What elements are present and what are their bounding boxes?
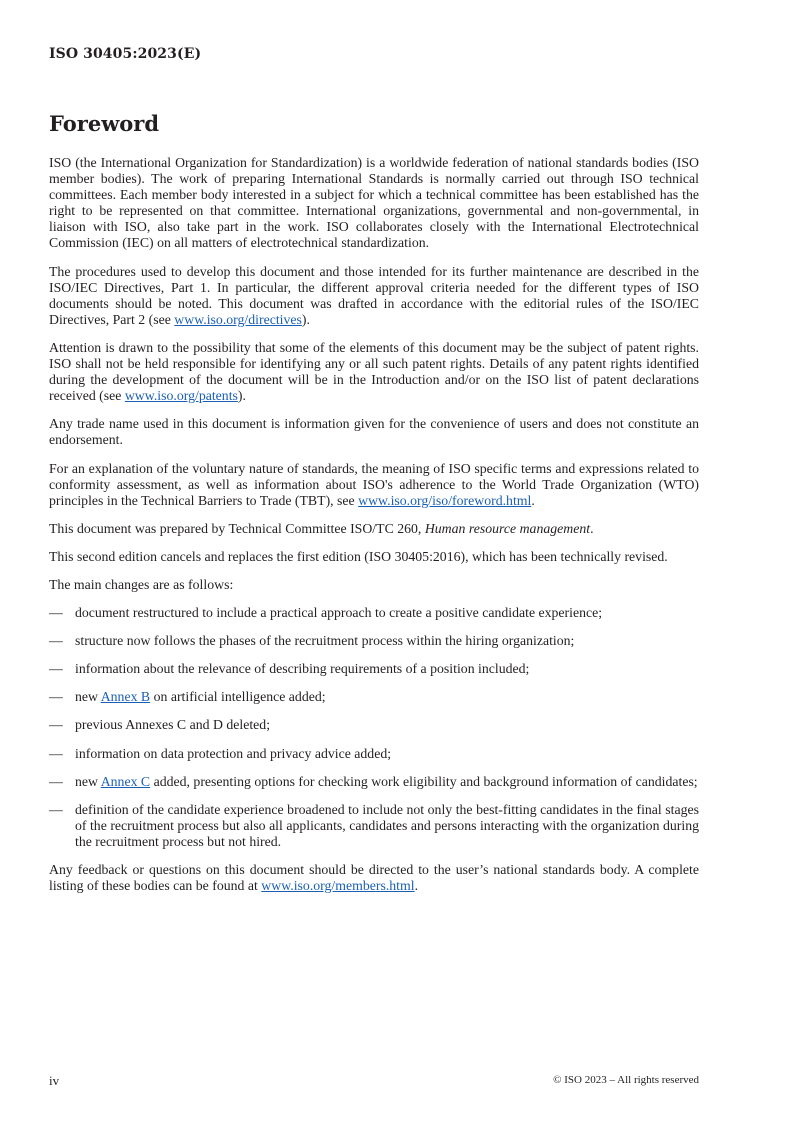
list-dash: — — [49, 801, 63, 817]
list-item — [49, 605, 699, 621]
list-item-text: information on data protection and privacy advice added; — [75, 745, 392, 761]
annex-c-link[interactable]: Annex C — [100, 773, 151, 789]
list-dash: — — [49, 661, 63, 677]
page-number: iv — [49, 1073, 60, 1088]
page-title: Foreword — [49, 111, 160, 136]
foreword-body — [49, 155, 699, 906]
list-item-text-part: added, presenting options for checking work eligibility and background information of candidates; — [150, 773, 698, 789]
list-item-text: definition of the candidate experience broadened to include not only the best-fitting candidates in the final stages of the recruitment process but also all applicants, candidates and persons interacting with the organization during the recruitment process but not hired. — [75, 801, 699, 849]
list-item — [49, 774, 699, 790]
paragraph-text: Attention is drawn to the possibility that some of the elements of this document may be the subject of patent rights. ISO shall not be held responsible for identifying any or all such patent rights. Details of any patent rights identified during the development of the document will be in the Introduction and/or on the ISO list of patent declarations received (see — [49, 339, 699, 404]
paragraph-patents — [49, 340, 699, 404]
paragraph-text: The procedures used to develop this document and those intended for its further maintenance are described in the ISO/IEC Directives, Part 1. In particular, the different approval criteria needed for the different types of ISO documents should be noted. This document was drafted in accordance with the editorial rules of the ISO/IEC Directives, Part 2 (see — [49, 263, 699, 327]
paragraph-voluntary-nature — [49, 461, 699, 509]
list-item-text: previous Annexes C and D deleted; — [75, 717, 271, 733]
list-item-text: structure now follows the phases of the recruitment process within the hiring organization; — [75, 633, 575, 649]
list-item-text — [75, 689, 699, 705]
paragraph-text: For an explanation of the voluntary nature of standards, the meaning of ISO specific terms and expressions related to conformity assessment, as well as information about ISO's adherence to the World Trade Organization (WTO) principles in the Technical Barriers to Trade (TBT), see — [49, 460, 699, 508]
list-dash: — — [49, 633, 63, 649]
paragraph-committee — [49, 521, 699, 537]
paragraph-text: . — [414, 878, 419, 894]
annex-b-link[interactable]: Annex B — [100, 689, 151, 705]
list-item-text-part: on artificial intelligence added; — [150, 689, 326, 705]
paragraph-text: Any feedback or questions on this document should be directed to the user’s national standards body. A complete listing of these bodies can be found at — [49, 862, 699, 894]
list-item — [49, 661, 699, 677]
list-dash: — — [49, 605, 63, 621]
list-item-text: document restructured to include a practical approach to create a positive candidate experience; — [75, 605, 603, 621]
list-item-text — [75, 774, 699, 790]
list-dash: — — [49, 745, 63, 761]
list-dash: — — [49, 689, 63, 705]
list-item-text-part: new — [75, 773, 101, 789]
list-item — [49, 802, 699, 850]
paragraph-text: ). — [301, 311, 310, 327]
list-item — [49, 633, 699, 649]
list-item — [49, 717, 699, 733]
paragraph-procedures — [49, 264, 699, 328]
members-link[interactable]: www.iso.org/members.html — [261, 878, 415, 894]
copyright-notice: © ISO 2023 – All rights reserved — [553, 1074, 699, 1086]
paragraph-text: . — [531, 492, 535, 508]
document-id: ISO 30405:2023(E) — [49, 46, 202, 62]
document-page — [49, 0, 699, 1122]
directives-link[interactable]: www.iso.org/directives — [174, 311, 302, 327]
list-dash: — — [49, 717, 63, 733]
paragraph-edition: This second edition cancels and replaces the first edition (ISO 30405:2016), which has been technically revised. — [49, 548, 668, 564]
paragraph-iso-intro: ISO (the International Organization for Standardization) is a worldwide federation of national standards bodies (ISO member bodies). The work of preparing International Standards is normally carried out through ISO technical committees. Each member body interested in a subject for which a technical committee has been established has the right to be represented on that committee. International organizations, governmental and non-governmental, in liaison with ISO, also take part in the work. ISO collaborates closely with the International Electrotechnical Commission (IEC) on all matters of electrotechnical standardization. — [49, 155, 699, 251]
paragraph-trade-name: Any trade name used in this document is information given for the convenience of users and does not constitute an endorsement. — [49, 416, 699, 448]
paragraph-text: This document was prepared by Technical Committee ISO/TC 260, — [49, 520, 425, 536]
foreword-link[interactable]: www.iso.org/iso/foreword.html — [358, 492, 532, 508]
list-dash: — — [49, 773, 63, 789]
committee-name: Human resource management — [424, 520, 591, 536]
list-item-text-part: new — [75, 689, 101, 705]
list-item — [49, 746, 699, 762]
paragraph-text: . — [590, 520, 594, 536]
paragraph-feedback — [49, 862, 699, 894]
paragraph-text: ). — [237, 388, 246, 404]
list-item-text: information about the relevance of describing requirements of a position included; — [75, 661, 530, 677]
patents-link[interactable]: www.iso.org/patents — [124, 388, 238, 404]
paragraph-main-changes: The main changes are as follows: — [49, 576, 234, 592]
list-item — [49, 689, 699, 705]
